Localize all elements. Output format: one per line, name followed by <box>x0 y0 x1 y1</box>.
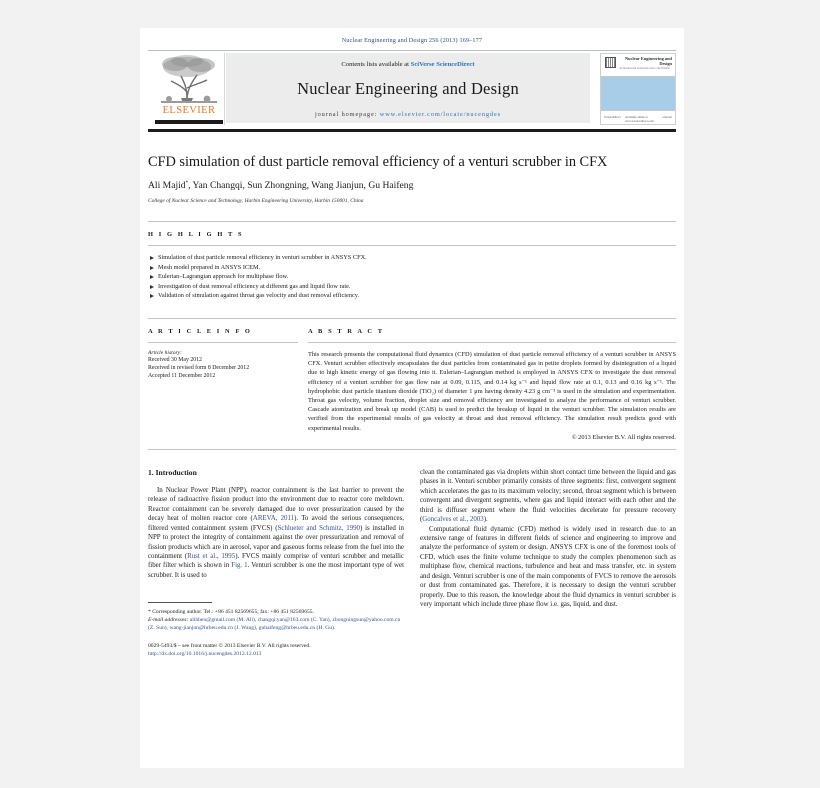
issn-line: 0029-5493/$ – see front matter © 2013 Elsevier B.V. All rights reserved. <box>148 643 311 650</box>
body-columns <box>148 468 676 659</box>
email-addresses[interactable]: alihbeu@gmail.com (M. Ali), changqi.yan@163.com (C. Yan), zhongningsun@yahoo.com.cn (Z. Sun), wang-jianjun@hrbeu.edu.cn (J. Wang), guhaifeng@hrbeu.edu.cn (H. Gu). <box>148 617 401 631</box>
corresponding-author-text: * Corresponding author. Tel.: +86 451 82569655; fax: +86 451 82569655. <box>148 609 315 616</box>
abstract-bottom-rule <box>148 449 676 450</box>
article-history-label: Article history: <box>148 349 183 356</box>
cover-image-panel <box>601 77 675 110</box>
highlights-rule <box>148 245 676 246</box>
list-item: Simulation of dust particle removal efficiency in venturi scrubber in ANSYS CFX. <box>148 253 676 263</box>
history-revised: Received in revised form 8 December 2012 <box>148 365 250 372</box>
article-info-column <box>148 328 308 441</box>
cover-footer-left: ScienceDirect <box>604 115 621 119</box>
journal-homepage-line <box>226 111 590 118</box>
section-heading-introduction: 1. Introduction <box>148 467 197 477</box>
masthead-bottom-rule <box>148 129 676 132</box>
doi-link[interactable]: http://dx.doi.org/10.1016/j.nucengdes.2012.12.013 <box>148 651 262 658</box>
journal-homepage-link[interactable]: www.elsevier.com/locate/nucengdes <box>379 111 502 118</box>
issn-copyright-block <box>148 643 404 659</box>
elsevier-tree-icon <box>157 54 221 106</box>
journal-banner <box>226 53 590 123</box>
elsevier-wordmark: ELSEVIER <box>162 105 216 116</box>
paper-inner <box>148 28 676 659</box>
article-info-rule <box>148 342 298 343</box>
homepage-prefix: journal homepage: <box>314 111 380 118</box>
elsevier-logo <box>153 53 225 125</box>
cover-title: Nuclear Engineering and Design <box>625 56 672 66</box>
abstract-copyright: © 2013 Elsevier B.V. All rights reserved. <box>571 433 676 441</box>
history-received: Received 30 May 2012 <box>148 356 202 363</box>
list-item: Mesh model prepared in ANSYS ICEM. <box>148 263 676 273</box>
corresponding-author-marker: * <box>185 180 189 186</box>
page-title: CFD simulation of dust particle removal efficiency of a venturi scrubber in CFX <box>148 154 608 170</box>
history-accepted: Accepted 11 December 2012 <box>148 373 216 380</box>
list-item: Investigation of dust removal efficiency at different gas and liquid flow rate. <box>148 282 676 292</box>
highlights-list <box>148 253 676 301</box>
corresponding-author-footnote <box>148 609 404 632</box>
list-item: Validation of simulation against throat gas velocity and dust removal efficiency. <box>148 291 676 301</box>
highlights-section <box>148 221 676 301</box>
journal-cover-thumbnail <box>600 53 676 125</box>
author-list <box>148 180 676 191</box>
list-item: Eulerian–Lagrangian approach for multiphase flow. <box>148 272 676 282</box>
journal-masthead <box>148 50 676 129</box>
abstract-text: This research presents the computational fluid dynamics (CFD) simulation of dust particle removal efficiency of a venturi scrubber in ANSYS CFX. Venturi scrubber effectively encapsulates the dust particles from contaminated gas in petite droplets formed by disintegration of a liquid due to high kinetic energy of gas flowing into it. Eulerian–Lagrangian method is employed in ANSYS CFX to investigate the dust removal efficiency of a venturi scrubber for gas flow rate at 0.09, 0.115, and 0.14 kg s⁻¹ and liquid flow rate at 0.1, 0.13 and 0.16 kg s⁻¹. The hydrophobic dust particle titanium dioxide (TiO₂) of diameter 1 μm having density 4.23 g cm⁻³ is used in the simulation and experimentation. Throat gas velocity, volume fraction, droplet size and removal efficiency are investigated to analyze the performance of venturi scrubber. Cascade atomization and break up model (CAB) is used to predict the breakup of liquid in the venturi scrubber. The simulation results are verified from the experimental results of gas velocity at throat and dust removal efficiency. The simulation result predicts good with experimental results. <box>308 350 676 432</box>
running-head: Nuclear Engineering and Design 256 (2013) 169–177 <box>341 37 483 44</box>
body-left-column <box>148 468 404 659</box>
footnote-rule <box>148 602 212 603</box>
cover-bottom-band <box>601 110 675 125</box>
info-abstract-section <box>148 318 676 441</box>
paper-sheet <box>140 28 684 768</box>
contents-available-line <box>226 53 590 68</box>
article-title-block <box>148 153 676 204</box>
paragraph: In Nuclear Power Plant (NPP), reactor containment is the last barrier to prevent the release of radioactive fission product into the environment due to reactor core meltdown. Reactor containment can be severely damaged due to over pressurization caused by the decay heat of molten reactor core (AREVA, 2011). To avoid the serious consequences, filtered vented containment system (FVCS) (Schlueter and Schmitz, 1990) is installed in NPP to protect the integrity of containment against the over pressurization and removal of fission products which are in aerosol, vapor and gaseous forms release from the fuel into the containment (Rust et al., 1995). FVCS mainly comprise of venturi scrubber and metallic fiber filter which is shown in Fig. 1. Venturi scrubber is one the most important type of wet scrubber. It is used to <box>148 486 404 579</box>
elsevier-rule <box>155 120 223 124</box>
author-first: Ali Majid <box>148 180 186 191</box>
abstract-heading: A B S T R A C T <box>308 327 385 335</box>
cover-barcode-icon <box>605 57 616 68</box>
affiliation: College of Nuclear Science and Technology, Harbin Engineering University, Harbin 150001, China <box>148 198 364 204</box>
cover-footer-right: elsevier <box>662 115 672 119</box>
cover-top-band <box>601 54 675 77</box>
contents-prefix: Contents lists available at <box>341 61 411 68</box>
paragraph: clean the contaminated gas via droplets within short contact time between the liquid and gas phases in it. Venturi scrubber primarily consists of three segments: first, convergent segment which accelerates the gas to its maximum velocity; second, throat segment which is between convergent and divergent segments, where gas and liquid interact with each other and the third is diffuser segment where the fluid velocities decelerate for pressure recovery (Goncalves et al., 2003). <box>420 468 676 524</box>
body-right-column <box>420 468 676 659</box>
cover-footer-center: Available online at www.sciencedirect.com <box>625 115 654 123</box>
author-rest: , Yan Changqi, Sun Zhongning, Wang Jianjun, Gu Haifeng <box>188 180 414 191</box>
article-info-heading: A R T I C L E I N F O <box>148 327 252 335</box>
email-label: E-mail addresses: <box>148 617 189 624</box>
paragraph: Computational fluid dynamic (CFD) method is widely used in research due to an extensive range of features in different fields of science and engineering to improve and analyze the performance of system or design. ANSYS CFX is one of the foremost tools of CFD, which uses the finite volume technique to study the complex phenomenon such as multiphase flow, chemical reactions, turbulence and heat and mass transfer, etc. in system and design. Venturi scrubber is one of the main components of FVCS to remove the aerosols or dust from contaminated gas. Therefore, it is necessary to design the venturi scrubber properly. Due to this reason, the knowledge about the fluid dynamics in venturi scrubber is very important which include three phase flow i.e. gas, liquid, and dust. <box>420 525 676 609</box>
cover-subtitle: An International Journal Devoted to the Thermal <box>619 67 670 70</box>
abstract-rule <box>308 342 676 343</box>
highlights-heading: H I G H L I G H T S <box>148 231 244 238</box>
sciencedirect-link[interactable]: SciVerse ScienceDirect <box>410 61 475 68</box>
abstract-column <box>308 328 676 441</box>
journal-title: Nuclear Engineering and Design <box>297 79 519 98</box>
